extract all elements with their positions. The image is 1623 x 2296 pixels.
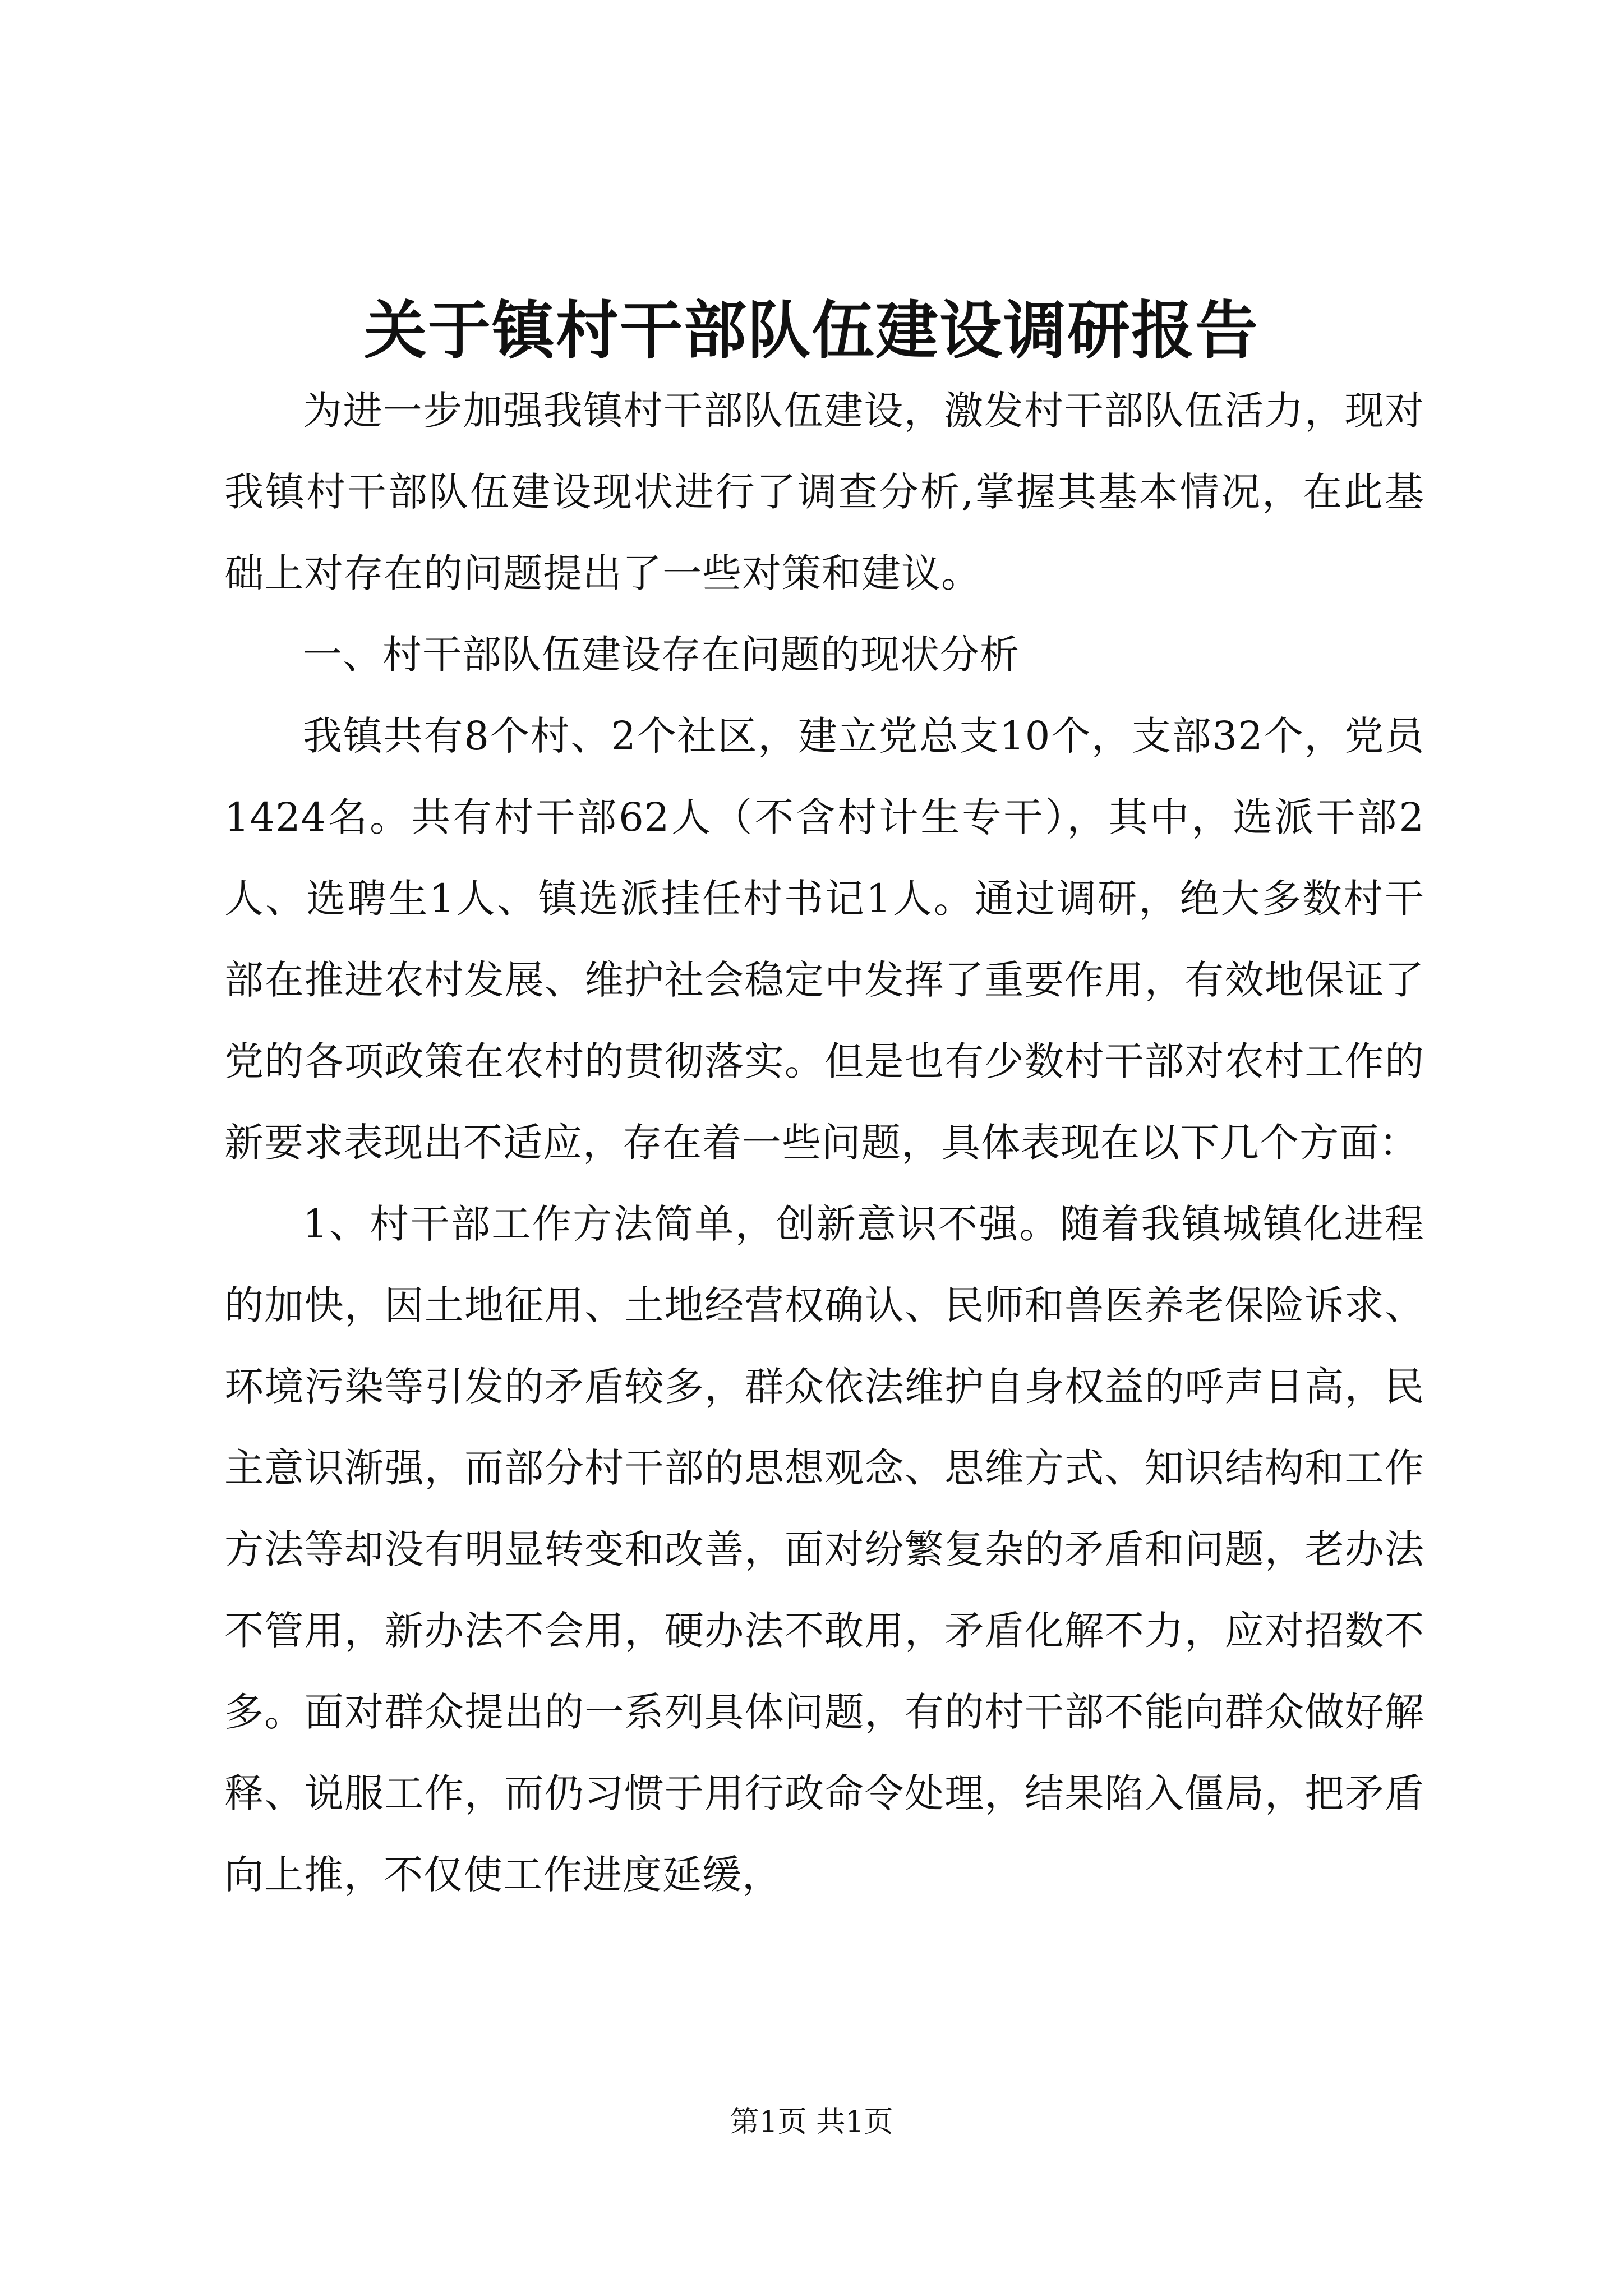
page-footer: 第1页 共1页 xyxy=(730,2105,893,2139)
paragraph-overview: 我镇共有8个村、2个社区，建立党总支10个，支部32个，党员1424名。共有村干部62人（不含村计生专干），其中，选派干部2人、选聘生1人、镇选派挂任村书记1人。通过调研，绝大多数村干部在推进农村发展、维护社会稳定中发挥了重要作用，有效地保证了党的各项政策在农村的贯彻落实。但是也有少数村干部对农村工作的新要求表现出不适应，存在着一些问题，具体表现在以下几个方面： xyxy=(224,713,1424,1166)
section-heading-1: 一、村干部队伍建设存在问题的现状分析 xyxy=(303,632,1020,678)
paragraph-point-1: 1、村干部工作方法简单，创新意识不强。随着我镇城镇化进程的加快，因土地征用、土地经营权确认、民师和兽医养老保险诉求、环境污染等引发的矛盾较多，群众依法维护自身权益的呼声日高，民主意识渐强，而部分村干部的思想观念、思维方式、知识结构和工作方法等却没有明显转变和改善，面对纷繁复杂的矛盾和问题，老办法不管用，新办法不会用，硬办法不敢用，矛盾化解不力，应对招数不多。面对群众提出的一系列具体问题，有的村干部不能向群众做好解释、说服工作，而仍习惯于用行政命令处理，结果陷入僵局，把矛盾向上推，不仅使工作进度延缓， xyxy=(224,1201,1424,1898)
paragraph-intro: 为进一步加强我镇村干部队伍建设，激发村干部队伍活力，现对我镇村干部队伍建设现状进行了调查分析,掌握其基本情况，在此基础上对存在的问题提出了一些对策和建议。 xyxy=(224,388,1424,596)
document-title: 关于镇村干部队伍建设调研报告 xyxy=(364,294,1259,367)
document-body xyxy=(224,370,1424,1916)
